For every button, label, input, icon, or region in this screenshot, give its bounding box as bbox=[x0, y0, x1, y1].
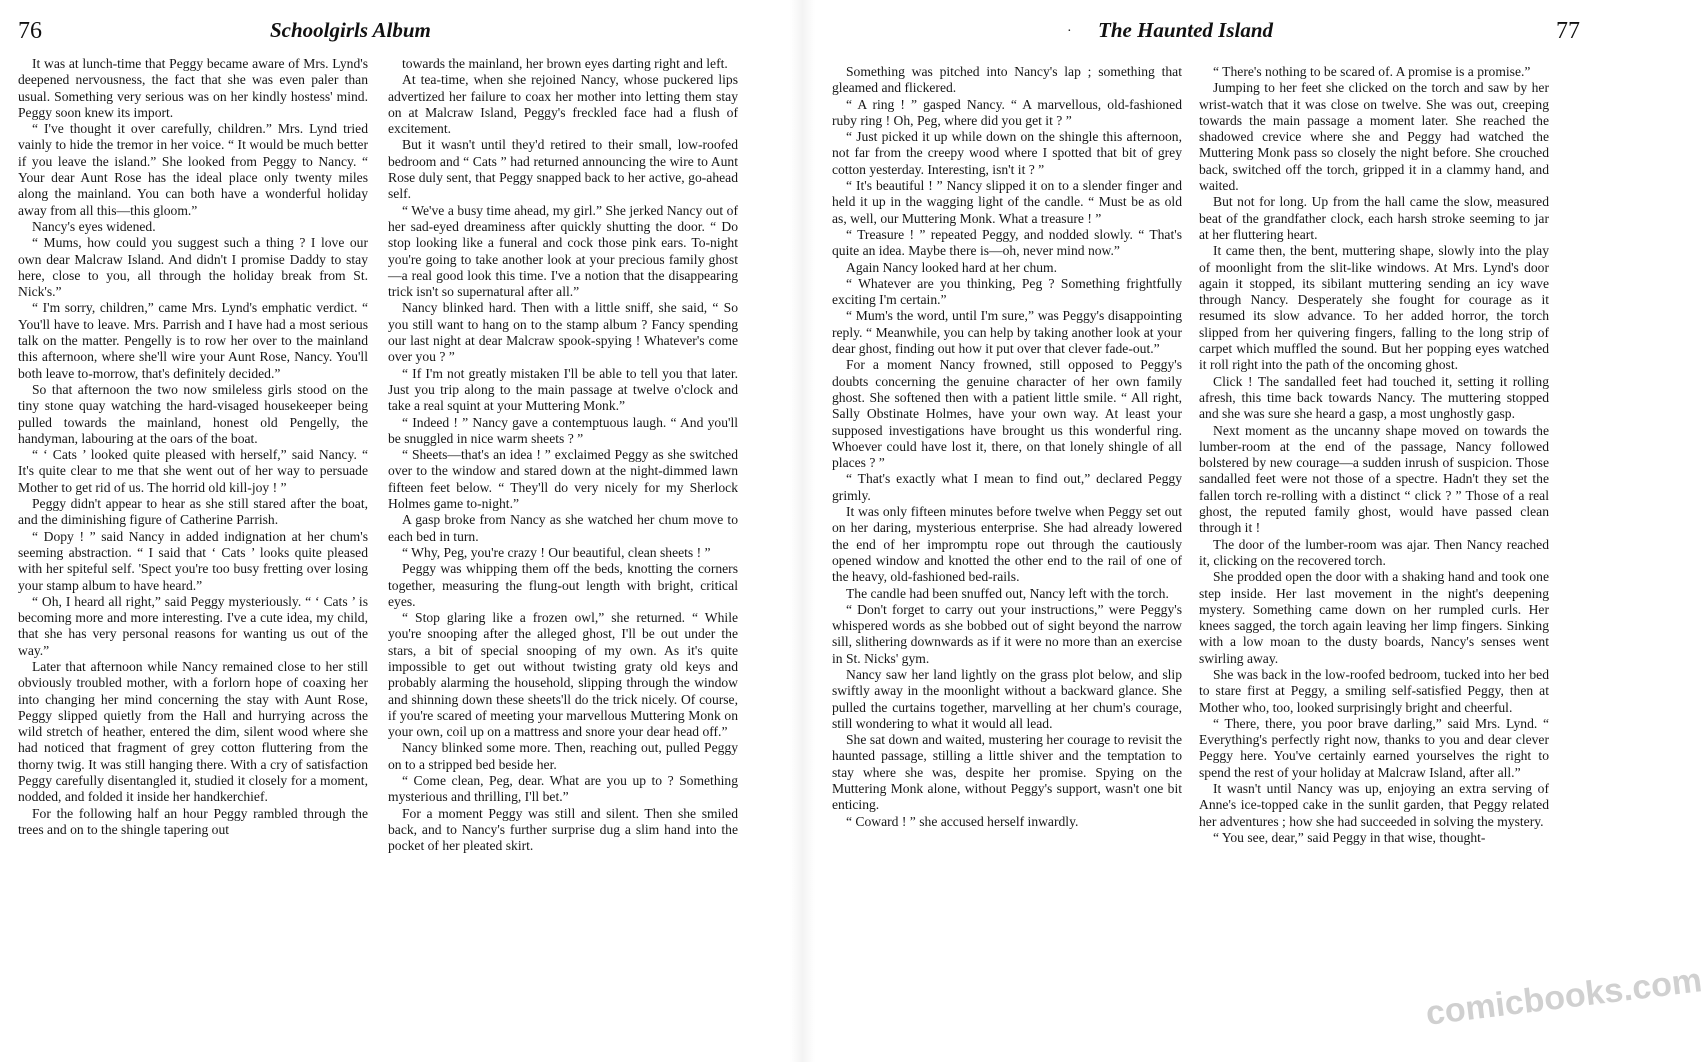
right-page-header bbox=[815, 14, 1600, 54]
paragraph: A gasp broke from Nancy as she watched her chum move to each bed in turn. bbox=[388, 512, 738, 544]
paragraph: towards the mainland, her brown eyes darting right and left. bbox=[402, 56, 728, 71]
paragraph: “ Come clean, Peg, dear. What are you up to ? Something mysterious and thrilling, I'll bet.” bbox=[388, 773, 738, 805]
paragraph: Nancy blinked some more. Then, reaching out, pulled Peggy on to a stripped bed beside her. bbox=[388, 740, 738, 772]
paragraph: “ Mum's the word, until I'm sure,” was Peggy's disappointing reply. “ Meanwhile, you can help by taking another look at your dear ghost, finding out how it put over that clever fade-out.” bbox=[832, 308, 1182, 357]
paragraph: But not for long. Up from the hall came the slow, measured beat of the grandfather clock, each harsh stroke seeming to jar at her fluttering heart. bbox=[1199, 194, 1549, 242]
paragraph: It was at lunch-time that Peggy became aware of Mrs. Lynd's deepened nervousness, the fact that she was even paler than usual. Something very serious was on her kindly hostess' mind. Peggy soon knew its import. bbox=[18, 56, 368, 120]
text-column bbox=[18, 56, 368, 1046]
paragraph: She sat down and waited, mustering her courage to revisit the haunted passage, stilling a little shiver and the temptation to stay where she was, despite her promise. Spying on the Muttering Monk alone, without Peggy's support, wasn't one bit enticing. bbox=[832, 732, 1182, 813]
paragraph: At tea-time, when she rejoined Nancy, whose puckered lips advertized her failure to coax her mother into letting them stay on at Malcraw Island, Peggy's freckled face had a flush of excitement. bbox=[388, 72, 738, 137]
paragraph: Next moment as the uncanny shape moved on towards the lumber-room at the end of the passage, Nancy followed bolstered by new courage—a sudden inrush of suspicion. Those sandalled feet were not those of a spectre. Hadn't they set the fallen torch re-rolling with a distinct “ click ? ” Those of a real ghost, the reputed family ghost, would have passed clean through it ! bbox=[1199, 422, 1549, 536]
paragraph: Again Nancy looked hard at her chum. bbox=[846, 259, 1058, 275]
paragraph: “ Mums, how could you suggest such a thing ? I love our own dear Malcraw Island. And didn't I promise Daddy to stay here, close to you, all through the holiday break from St. Nick's.” bbox=[18, 235, 368, 300]
paragraph: The door of the lumber-room was ajar. Then Nancy reached it, clicking on the recovered torch. bbox=[1199, 536, 1549, 568]
paragraph: “ I've thought it over carefully, children.” Mrs. Lynd tried vainly to hide the tremor in her voice. “ It would be much better if you leave the island.” She looked from Peggy to Nancy. “ Your dear Aunt Rose has the ideal place only twenty miles along the mainland. You can both have a wonderful holiday away from all this—this gloom.” bbox=[18, 121, 368, 218]
paragraph: Jumping to her feet she clicked on the torch and saw by her wrist-watch that it was close on twelve. She was out, creeping towards the main passage a moment later. She reached the shadowed crevice where she and Peggy had watched the Muttering Monk pass so closely the night before. She crouched back, switched off the torch, gripped it in a clammy hand, and waited. bbox=[1199, 80, 1549, 194]
paragraph: “ I'm sorry, children,” came Mrs. Lynd's emphatic verdict. “ You'll have to leave. Mrs. Parrish and I have had a most serious talk on the matter. Pengelly is to row her over to the mainland this afternoon, where she'll wire your Aunt Rose, Nancy. You'll both leave to-morrow, that's definitely decided.” bbox=[18, 300, 368, 381]
paragraph: “ Just picked it up while down on the shingle this afternoon, not far from the creepy wood where I spotted that bit of grey cotton yesterday. Interesting, isn't it ? ” bbox=[832, 129, 1182, 177]
paragraph: “ Indeed ! ” Nancy gave a contemptuous laugh. “ And you'll be snuggled in nice warm sheets ? ” bbox=[388, 414, 738, 446]
paragraph: For the following half an hour Peggy rambled through the trees and on to the shingle tapering out bbox=[18, 805, 368, 837]
paragraph: “ There's nothing to be scared of. A promise is a promise.” bbox=[1213, 64, 1531, 79]
paragraph: For a moment Peggy was still and silent. Then she smiled back, and to Nancy's further surprise dug a slim hand into the pocket of her pleated skirt. bbox=[388, 805, 738, 854]
paragraph: “ Sheets—that's an idea ! ” exclaimed Peggy as she switched over to the window and stared down at the night-dimmed lawn fifteen feet below. “ They'll do very nicely for my Sherlock Holmes game to-night.” bbox=[388, 447, 738, 512]
paragraph: “ Don't forget to carry out your instructions,” were Peggy's whispered words as she bobbed out of sight beyond the narrow sill, slithering downwards as if it were no more than an exercise in St. Nicks' gym. bbox=[832, 601, 1182, 666]
paragraph: For a moment Nancy frowned, still opposed to Peggy's doubts concerning the genuine character of her own family ghost. She softened then with a patient little smile. “ All right, Sally Obstinate Holmes, have your own way. At least your supposed investigations have brought us this wonderful ring. Whoever could have lost it, there, on that lonely shingle of all places ? ” bbox=[832, 357, 1182, 471]
paragraph: “ That's exactly what I mean to find out,” declared Peggy grimly. bbox=[832, 471, 1182, 503]
paragraph: “ Coward ! ” she accused herself inwardly. bbox=[846, 813, 1079, 829]
paragraph: “ Treasure ! ” repeated Peggy, and nodded slowly. “ That's quite an idea. Maybe there is—oh, never mind now.” bbox=[832, 226, 1182, 259]
paragraph: She prodded open the door with a shaking hand and took one step inside. Her last movement in the night's deepening mystery. Something came down on her rumpled curls. Her knees sagged, the torch again leaving her limp fingers. Sinking with a low moan to the dusty boards, Nancy's senses went swirling away. bbox=[1199, 569, 1549, 666]
paragraph: Peggy was whipping them off the beds, knotting the corners together, measuring the flung-out length with bright, critical eyes. bbox=[388, 561, 738, 609]
left-page-header bbox=[0, 14, 790, 54]
paragraph: Peggy didn't appear to hear as she still stared after the boat, and the diminishing figure of Catherine Parrish. bbox=[18, 496, 368, 528]
paragraph: “ If I'm not greatly mistaken I'll be able to tell you that later. Just you trip along to the main passage at twelve o'clock and take a real squint at your Muttering Monk.” bbox=[388, 365, 738, 414]
paragraph: Later that afternoon while Nancy remained close to her still obviously troubled mother, with a forlorn hope of coaxing her into changing her mind concerning the stay with Aunt Rose, Peggy slipped quietly from the Hall and hurrying across the wild stretch of heather, entered the dim, silent wood where she had noticed that fragment of grey cotton fluttering from the thorny twig. It was still hanging there. With a cry of satisfaction Peggy carefully disentangled it, studied it closely for a moment, nodded, and folded it inside her handkerchief. bbox=[18, 658, 368, 805]
paragraph: It was only fifteen minutes before twelve when Peggy set out on her daring, mysterious enterprise. She had already lowered the end of her impromptu rope out through the cautiously opened window and knotted the other end to the rail of one of the heavy, old-fashioned bed-rails. bbox=[832, 504, 1182, 585]
page-number: 77 bbox=[1556, 18, 1580, 44]
paragraph: “ It's beautiful ! ” Nancy slipped it on to a slender finger and held it up in the wagging light of the candle. “ Must be as old as, well, our Muttering Monk. What a treasure ! ” bbox=[832, 178, 1182, 226]
text-column bbox=[388, 56, 738, 1046]
paragraph: Nancy blinked hard. Then with a little sniff, she said, “ So you still want to hang on to the stamp album ? Fancy spending our last night at dear Malcraw spook-spying ! Whatever's come over you ? ” bbox=[388, 300, 738, 365]
text-column bbox=[832, 64, 1182, 1046]
paragraph: “ Dopy ! ” said Nancy in added indignation at her chum's seeming abstraction. “ I said that ‘ Cats ’ looks quite pleased with her spiteful self. 'Spect you're too busy fretting over losing your stamp album to have heard.” bbox=[18, 528, 368, 593]
paragraph: Click ! The sandalled feet had touched it, setting it rolling afresh, this time back towards Nancy. The muttering stopped and she was sure she heard a gasp, a most unghostly gasp. bbox=[1199, 373, 1549, 422]
paragraph: “ ‘ Cats ’ looked quite pleased with herself,” said Nancy. “ It's quite clear to me that she went out of her way to persuade Mother to get rid of us. The horrid old kill-joy ! ” bbox=[18, 447, 368, 495]
site-watermark: comicbooks.com bbox=[1423, 961, 1704, 1033]
paragraph: “ Whatever are you thinking, Peg ? Something frightfully exciting I'm certain.” bbox=[832, 275, 1182, 308]
paragraph: “ Why, Peg, you're crazy ! Our beautiful, clean sheets ! ” bbox=[402, 544, 711, 560]
page-number: 76 bbox=[18, 18, 42, 44]
left-page bbox=[0, 0, 790, 1062]
paragraph: It came then, the bent, muttering shape, slowly into the play of moonlight from the slit-like windows. At Mrs. Lynd's door again it stopped, its sibilant muttering sending an icy wave through Nancy. Desperately she fought for courage as it resumed its slow advance. To her added horror, the torch slipped from her quivering fingers, falling to the long strip of carpet which muffled the sound. But her popping eyes watched it roll right into the path of the oncoming ghost. bbox=[1199, 243, 1549, 373]
paragraph: But it wasn't until they'd retired to their small, low-roofed bedroom and “ Cats ” had returned announcing the wire to Aunt Rose duly sent, that Peggy snapped back to her active, go-ahead self. bbox=[388, 137, 738, 202]
book-gutter bbox=[790, 0, 815, 1062]
paragraph: Nancy saw her land lightly on the grass plot below, and slip swiftly away in the moonlight without a backward glance. She pulled the curtains together, marvelling at her chum's courage, still wondering to what it would all lead. bbox=[832, 666, 1182, 731]
paragraph: “ A ring ! ” gasped Nancy. “ A marvellous, old-fashioned ruby ring ! Oh, Peg, where did you get it ? ” bbox=[832, 96, 1182, 128]
paragraph: She was back in the low-roofed bedroom, tucked into her bed to stare first at Peggy, a smiling self-satisfied Peggy, then at Mother who, too, looked surprisingly bright and cheerful. bbox=[1199, 666, 1549, 715]
right-page bbox=[815, 0, 1600, 1062]
running-title: Schoolgirls Album bbox=[270, 18, 431, 42]
paragraph: Something was pitched into Nancy's lap ; something that gleamed and flickered. bbox=[832, 64, 1182, 96]
text-column bbox=[1199, 64, 1549, 1046]
paragraph: “ Stop glaring like a frozen owl,” she returned. “ While you're snooping after the alleged ghost, I'll be out under the stars, a bit of special snooping of my own. As it's quite impossible to get out without twisting graty old keys and probably alarming the household, slipping through the window and shinning down these sheets'll do the trick nicely. Of course, if you're scared of meeting your marvellous Muttering Monk on your own, coil up on a mattress and snore your dear head off.” bbox=[388, 610, 738, 740]
paragraph: Nancy's eyes widened. bbox=[32, 218, 156, 234]
paragraph: “ You see, dear,” said Peggy in that wise, thought- bbox=[1213, 829, 1486, 845]
paragraph: So that afternoon the two now smileless girls stood on the tiny stone quay watching the hard-visaged housekeeper being pulled towards the mainland, honest old Pengelly, the handyman, labouring at the oars of the boat. bbox=[18, 381, 368, 446]
header-dot: · bbox=[1067, 24, 1072, 39]
paragraph: “ There, there, you poor brave darling,” said Mrs. Lynd. “ Everything's perfectly right now, thanks to you and dear clever Peggy here. You've certainly earned yourselves the right to spend the rest of your holiday at Malcraw Island, after all.” bbox=[1199, 715, 1549, 780]
paragraph: “ Oh, I heard all right,” said Peggy mysteriously. “ ‘ Cats ’ is becoming more and more interesting. I've a cute idea, my child, that she has very personal reasons for wanting us out of the way.” bbox=[18, 593, 368, 658]
paragraph: It wasn't until Nancy was up, enjoying an extra serving of Anne's ice-topped cake in the sunlit garden, that Peggy related her adventures ; how she had succeeded in solving the mystery. bbox=[1199, 781, 1549, 829]
paragraph: The candle had been snuffed out, Nancy left with the torch. bbox=[846, 585, 1169, 601]
paragraph: “ We've a busy time ahead, my girl.” She jerked Nancy out of her sad-eyed dreaminess after quickly shutting the door. “ Do stop looking like a funeral and cock those pink ears. To-night you're going to take another look at your precious family ghost—a real good look this time. I've a notion that the disappearing trick isn't so supernatural after all.” bbox=[388, 202, 738, 300]
running-title: The Haunted Island bbox=[1098, 18, 1274, 42]
